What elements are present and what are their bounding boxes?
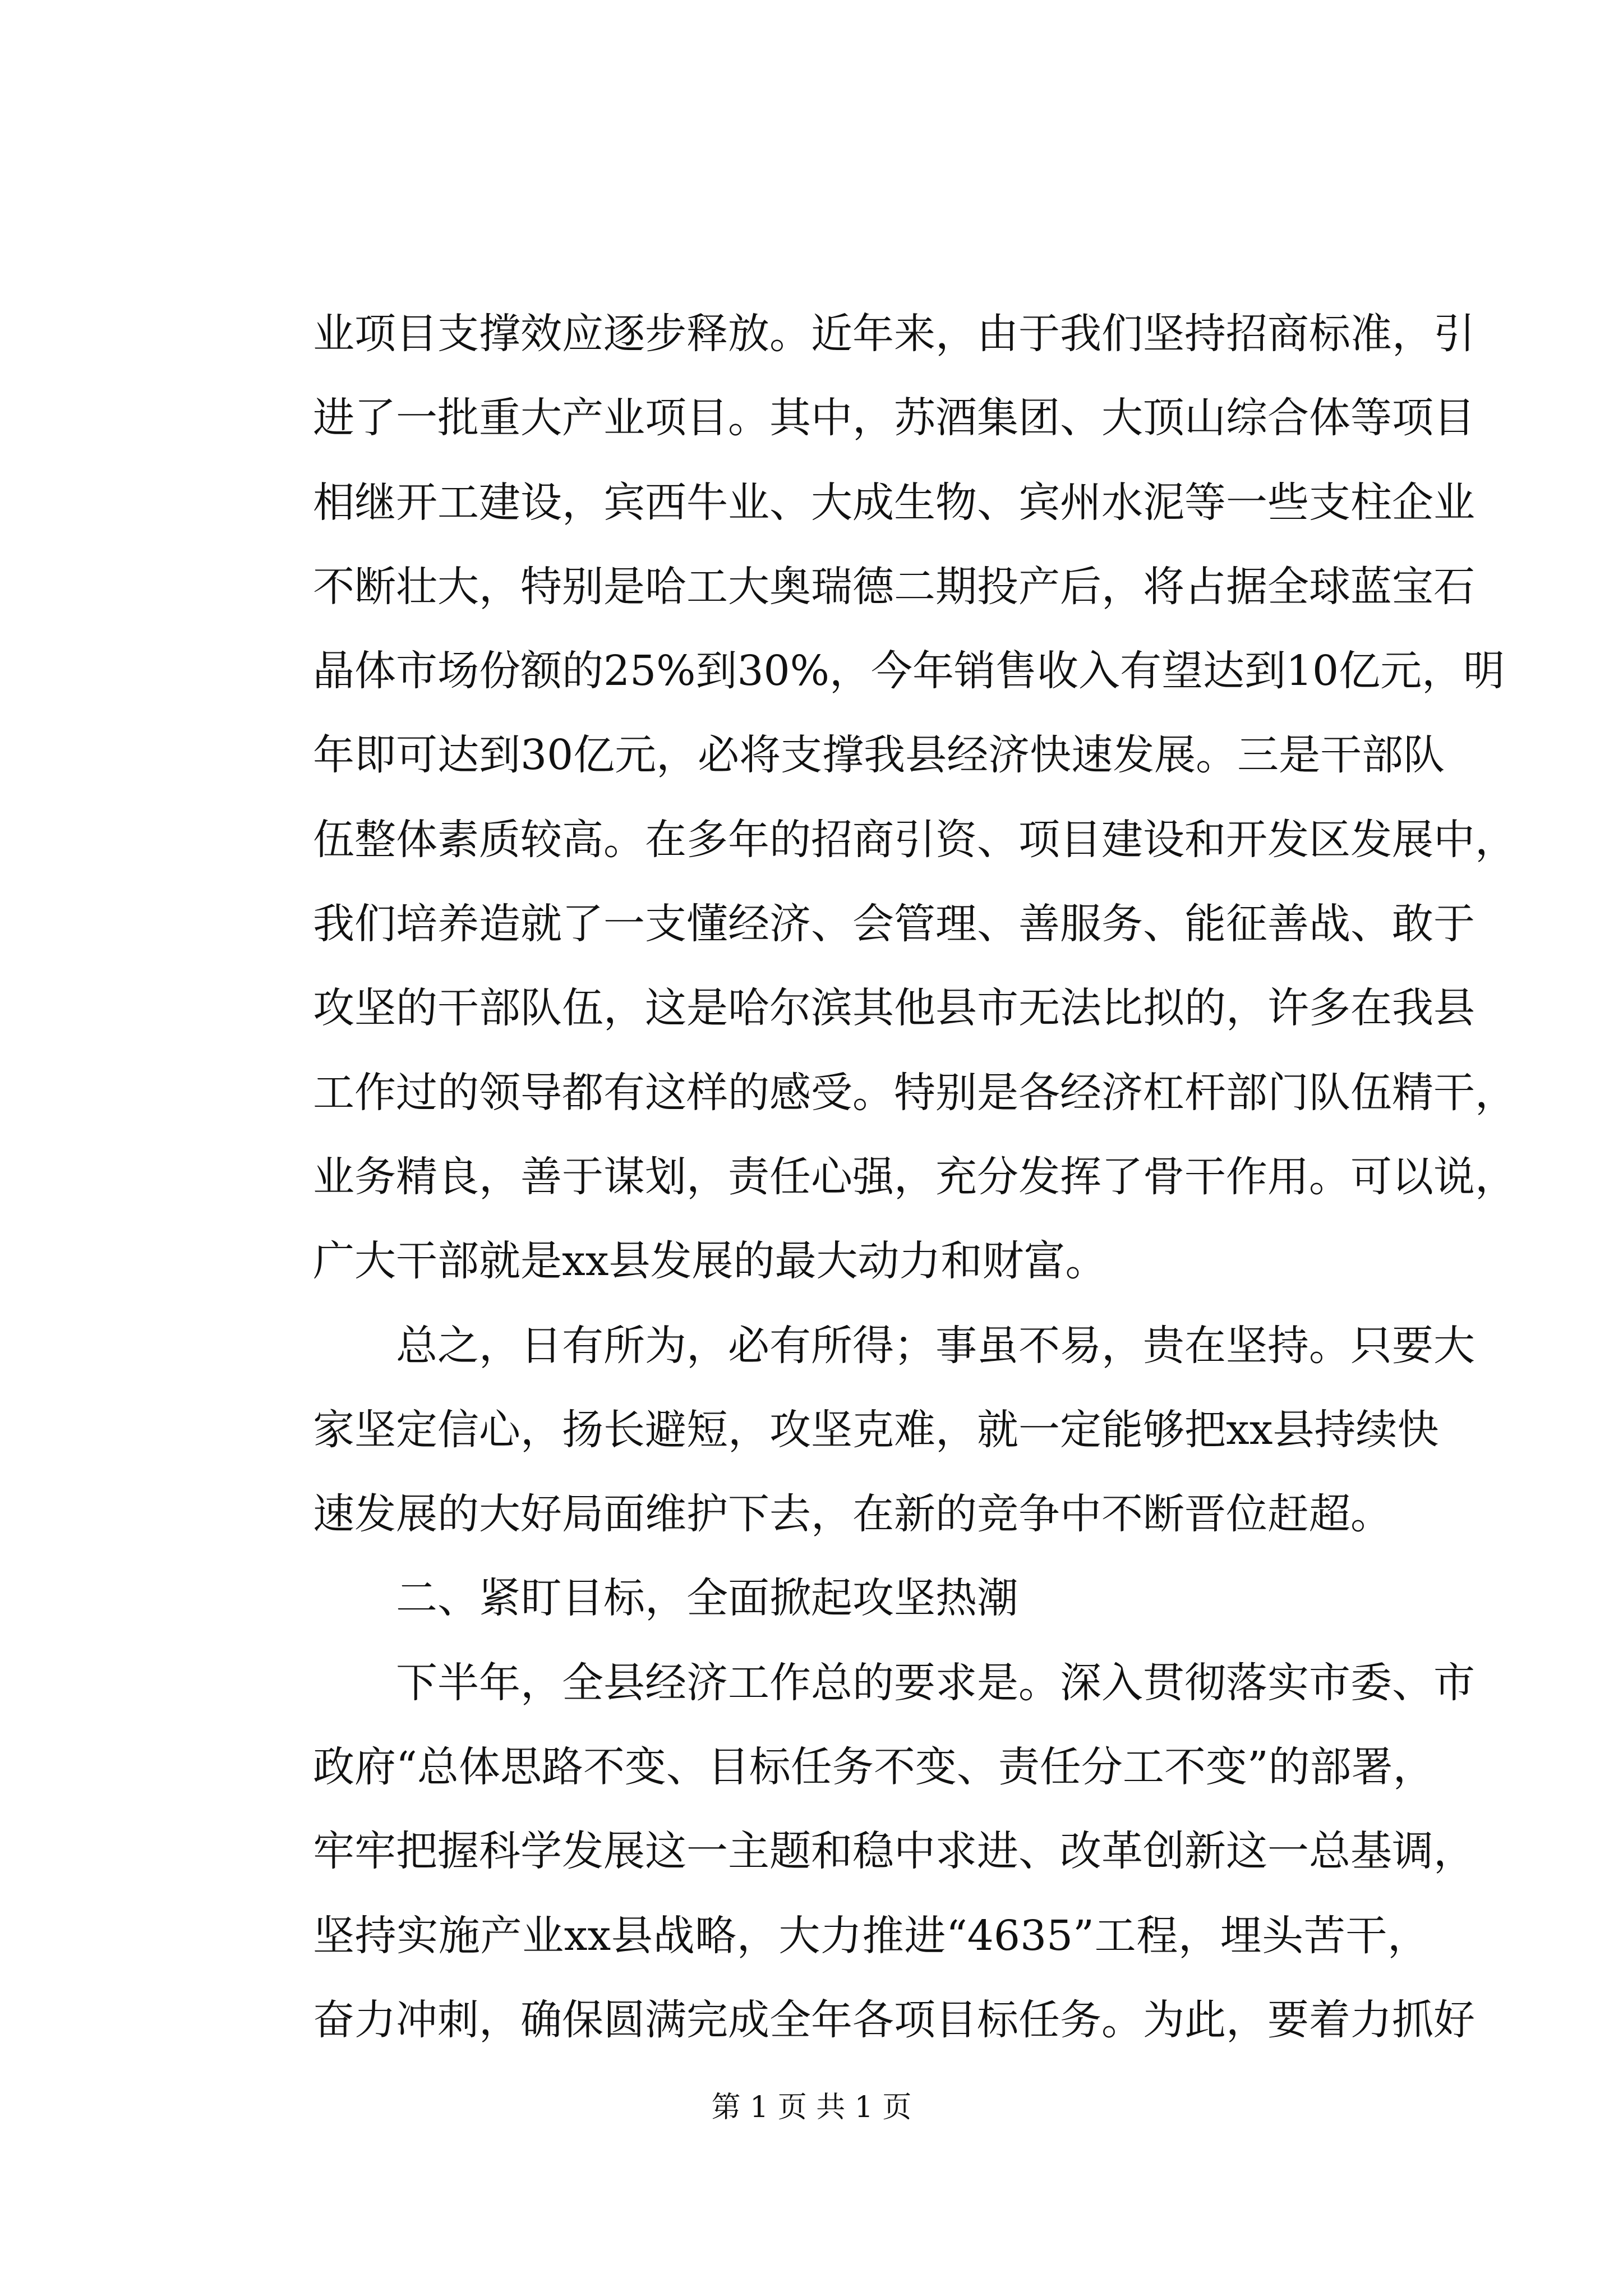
page-footer: [0, 2088, 1623, 2127]
text-line: 速发展的大好局面维护下去，在新的竞争中不断晋位赶超。: [313, 1490, 1392, 1539]
text-line: 相继开工建设，宾西牛业、大成生物、宾州水泥等一些支柱企业: [313, 478, 1475, 527]
text-line: 业项目支撑效应逐步释放。近年来，由于我们坚持招商标准，引: [313, 310, 1475, 358]
paragraph-start-line: 总之，日有所为，必有所得；事虽不易，贵在坚持。只要大: [396, 1321, 1475, 1370]
text-line: 广大干部就是xx县发展的最大动力和财富。: [313, 1237, 1107, 1286]
text-line: 不断壮大，特别是哈工大奥瑞德二期投产后，将占据全球蓝宝石: [313, 562, 1475, 611]
text-line: 政府“总体思路不变、目标任务不变、责任分工不变”的部署，: [313, 1743, 1435, 1792]
page-number-label: 第 1 页 共 1 页: [711, 2091, 912, 2124]
section-heading: 二、紧盯目标，全面掀起攻坚热潮: [396, 1574, 1018, 1623]
text-line: 坚持实施产业xx县战略，大力推进“4635”工程，埋头苦干，: [313, 1911, 1429, 1960]
text-line: 我们培养造就了一支懂经济、会管理、善服务、能征善战、敢于: [313, 900, 1475, 949]
text-line: 奋力冲刺，确保圆满完成全年各项目标任务。为此，要着力抓好: [313, 1995, 1475, 2044]
text-line: 工作过的领导都有这样的感受。特别是各经济杠杆部门队伍精干，: [313, 1068, 1516, 1117]
text-line: 业务精良，善于谋划，责任心强，充分发挥了骨干作用。可以说，: [313, 1152, 1516, 1201]
text-line: 晶体市场份额的25%到30%，今年销售收入有望达到10亿元，明: [313, 647, 1505, 696]
text-line: 进了一批重大产业项目。其中，苏酒集团、大顶山综合体等项目: [313, 394, 1475, 443]
text-line: 年即可达到30亿元，必将支撑我县经济快速发展。三是干部队: [313, 731, 1445, 780]
paragraph-start-line: 下半年，全县经济工作总的要求是。深入贯彻落实市委、市: [396, 1658, 1475, 1707]
document-body: [313, 292, 1516, 2062]
text-line: 家坚定信心，扬长避短，攻坚克难，就一定能够把xx县持续快: [313, 1405, 1439, 1454]
text-line: 攻坚的干部队伍，这是哈尔滨其他县市无法比拟的，许多在我县: [313, 984, 1475, 1033]
text-line: 牢牢把握科学发展这一主题和稳中求进、改革创新这一总基调，: [313, 1827, 1475, 1876]
text-line: 伍整体素质较高。在多年的招商引资、项目建设和开发区发展中，: [313, 815, 1516, 864]
